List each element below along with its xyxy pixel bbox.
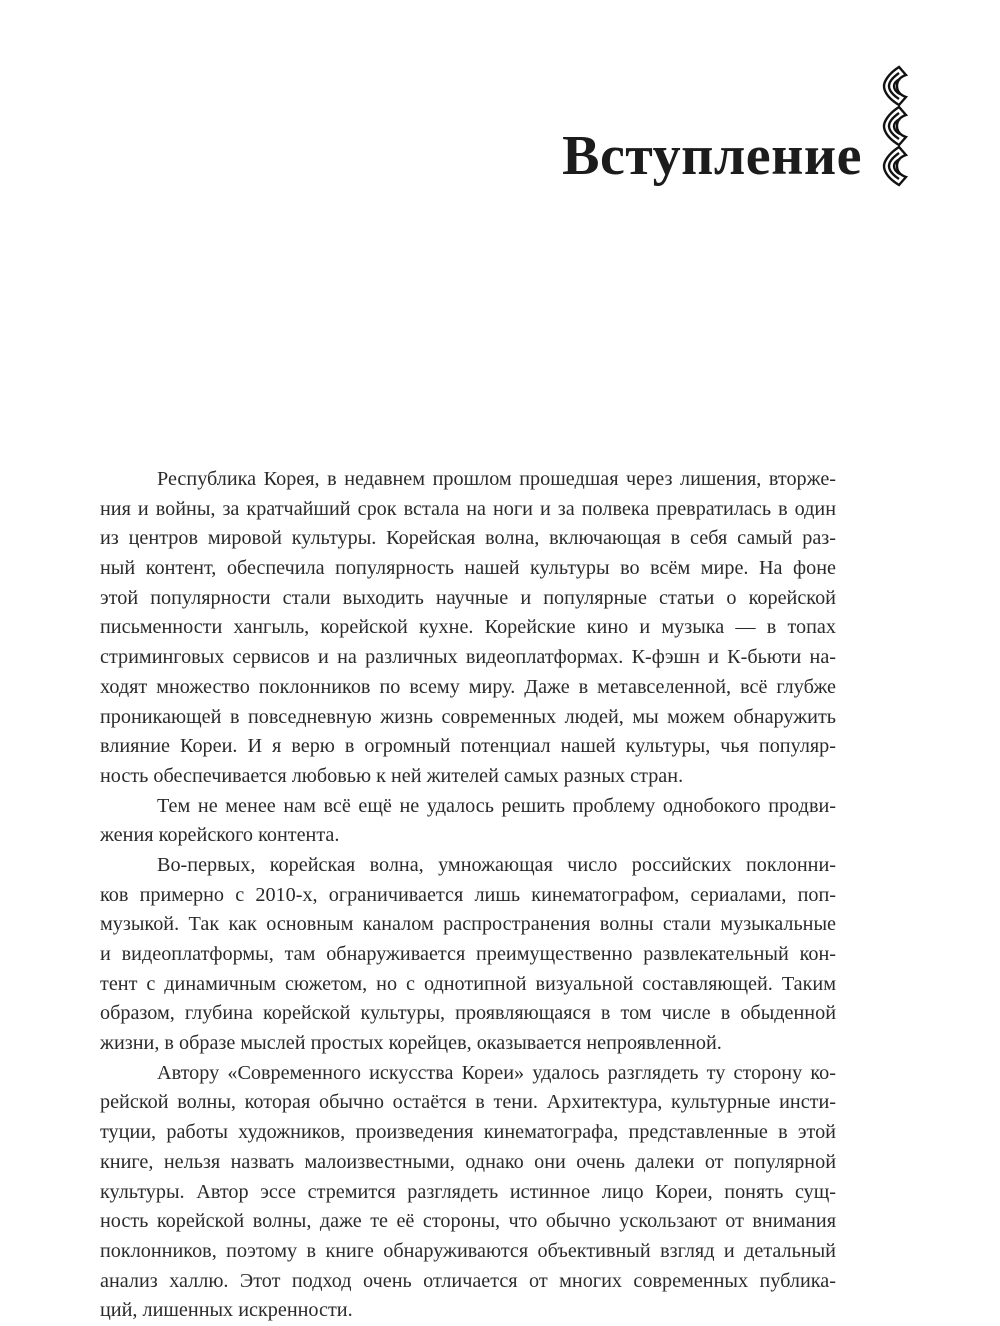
text-line: образом, глубина корейской культуры, проявляющаяся в том числе в обыденной [100, 1002, 836, 1025]
text-line: книге, нельзя назвать малоизвестными, однако они очень далеки от популярной [100, 1150, 836, 1173]
text-line: жизни, в образе мыслей простых корейцев, оказывается непроявленной. [100, 1032, 722, 1055]
text-line: ный контент, обеспечила популярность нашей культуры во всём мире. На фоне [100, 557, 836, 580]
text-line: анализ халлю. Этот подход очень отличается от многих современных публика- [100, 1269, 836, 1292]
paragraph-4 [100, 1059, 836, 1326]
text-line: ков примерно с 2010-х, ограничивается лишь кинематографом, сериалами, поп- [100, 883, 836, 906]
paragraph-3 [100, 851, 836, 1059]
text-line: Во-первых, корейская волна, умножающая число российских поклонни- [157, 853, 836, 876]
text-line: письменности хангыль, корейской кухне. Корейские кино и музыка — в топах [100, 616, 836, 639]
paragraph-1 [100, 465, 836, 792]
body-text [100, 465, 836, 1326]
paragraph-2 [100, 792, 836, 851]
text-line: влияние Кореи. И я верю в огромный потенциал нашей культуры, чья популяр- [100, 735, 836, 758]
wave-ornament-icon [880, 64, 922, 188]
text-line: ность корейской волны, даже те её стороны, что обычно ускользают от внимания [100, 1210, 836, 1233]
text-line: ций, лишенных искренности. [100, 1299, 353, 1322]
text-line: культуры. Автор эссе стремится разглядеть истинное лицо Кореи, понять сущ- [100, 1180, 836, 1203]
text-line: туции, работы художников, произведения кинематографа, представленные в этой [100, 1121, 836, 1144]
text-line: из центров мировой культуры. Корейская волна, включающая в себя самый раз- [100, 527, 836, 550]
text-line: ния и войны, за кратчайший срок встала на ноги и за полвека превратилась в один [100, 497, 836, 520]
text-line: тент с динамичным сюжетом, но с однотипной визуальной составляющей. Таким [100, 972, 836, 995]
text-line: жения корейского контента. [100, 824, 340, 847]
chapter-title: Вступление [562, 125, 862, 187]
text-line: ходят множество поклонников по всему миру. Даже в метавселенной, всё глубже [100, 675, 836, 698]
text-line: Тем не менее нам всё ещё не удалось решить проблему однобокого продви- [157, 794, 836, 817]
text-line: стриминговых сервисов и на различных видеоплатформах. К-фэшн и К-бьюти на- [100, 646, 836, 669]
text-line: Автору «Современного искусства Кореи» удалось разглядеть ту сторону ко- [157, 1061, 836, 1084]
text-line: музыкой. Так как основным каналом распространения волны стали музыкальные [100, 913, 836, 936]
text-line: проникающей в повседневную жизнь современных людей, мы можем обнаружить [100, 705, 836, 728]
text-line: и видеоплатформы, там обнаруживается преимущественно развлекательный кон- [100, 943, 836, 965]
text-line: Республика Корея, в недавнем прошлом прошедшая через лишения, вторже- [157, 468, 836, 490]
text-line: ность обеспечивается любовью к ней жителей самых разных стран. [100, 764, 684, 787]
text-line: этой популярности стали выходить научные и популярные статьи о корейской [100, 586, 836, 609]
text-line: поклонников, поэтому в книге обнаруживаются объективный взгляд и детальный [100, 1239, 836, 1262]
text-line: рейской волны, которая обычно остаётся в тени. Архитектура, культурные инсти- [100, 1091, 836, 1114]
